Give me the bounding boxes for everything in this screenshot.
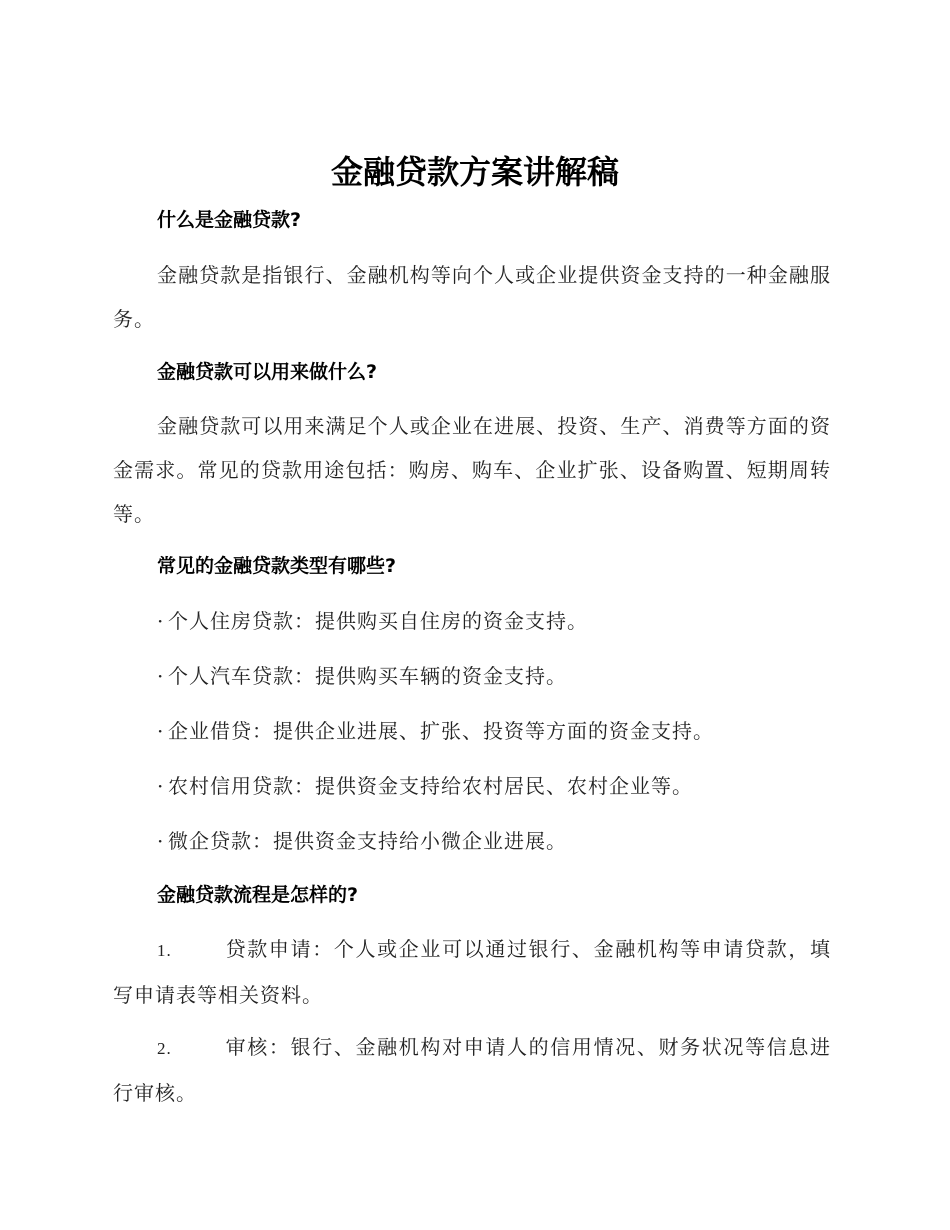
step-text: 审核：银行、金融机构对申请人的信用情况、财务状况等信息进行审核。 — [113, 1035, 831, 1105]
step-number: 2. — [157, 1039, 172, 1058]
bullet-dot: · — [157, 664, 165, 688]
section-heading-loan-types: 常见的金融贷款类型有哪些? — [157, 555, 397, 577]
section-heading-what-is-loan: 什么是金融贷款? — [157, 209, 302, 231]
bullet-dot: · — [157, 774, 165, 798]
list-item-text: 微企贷款：提供资金支持给小微企业进展。 — [168, 829, 567, 853]
list-item — [157, 771, 693, 801]
list-item-text: 个人汽车贷款：提供购买车辆的资金支持。 — [168, 664, 567, 688]
list-item-text: 个人住房贷款：提供购买自住房的资金支持。 — [168, 609, 588, 633]
list-item-text: 农村信用贷款：提供资金支持给农村居民、农村企业等。 — [168, 774, 693, 798]
bullet-dot: · — [157, 719, 165, 743]
list-item — [157, 826, 567, 856]
list-item — [157, 606, 588, 636]
list-item-text: 企业借贷：提供企业进展、扩张、投资等方面的资金支持。 — [168, 719, 714, 743]
section-paragraph-loan-uses: 金融贷款可以用来满足个人或企业在进展、投资、生产、消费等方面的资金需求。常见的贷款用途包括：购房、购车、企业扩张、设备购置、短期周转等。 — [113, 414, 831, 526]
numbered-step — [113, 1025, 831, 1115]
bullet-dot: · — [157, 829, 165, 853]
list-item — [157, 716, 714, 746]
step-text: 贷款申请：个人或企业可以通过银行、金融机构等申请贷款，填写申请表等相关资料。 — [113, 937, 831, 1007]
list-item — [157, 661, 567, 691]
bullet-dot: · — [157, 609, 165, 633]
section-paragraph-what-is-loan: 金融贷款是指银行、金融机构等向个人或企业提供资金支持的一种金融服务。 — [113, 263, 831, 331]
numbered-step — [113, 927, 831, 1017]
section-heading-loan-process: 金融贷款流程是怎样的? — [157, 884, 359, 906]
step-number: 1. — [157, 941, 172, 960]
document-title: 金融贷款方案讲解稿 — [330, 153, 619, 191]
section-heading-loan-uses: 金融贷款可以用来做什么? — [157, 361, 378, 383]
